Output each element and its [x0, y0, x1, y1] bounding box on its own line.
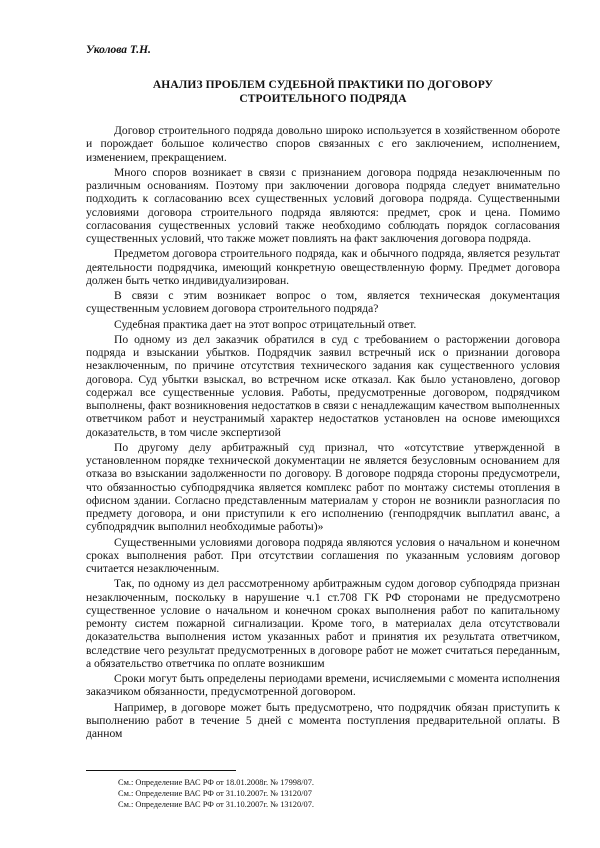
paragraph: Так, по одному из дел рассмотренному арбитражным судом договор субподряда признан незаключенным, поскольку в нарушение ч.1 ст.708 ГК РФ сторонами не предусмотрено существенное условие о начальном и конечном сроках выполнения работ по капитальному ремонту систем пожарной сигнализации. Кроме того, в материалах дела отсутствовали доказательства выполнения истом указанных работ и принятия их результата ответчиком, вследствие чего результат предусмотренных в договоре работ не может считаться переданным, а обязательство ответчика по оплате возникшим [86, 577, 560, 670]
paragraph: Договор строительного подряда довольно широко используется в хозяйственном обороте и порождает большое количество споров связанных с его заключением, исполнением, изменением, прекращением. [86, 124, 560, 164]
paragraph: Существенными условиями договора подряда являются условия о начальном и конечном сроках выполнения работ. При отсутствии соглашения по указанным условиям договор считается незаключенным. [86, 535, 560, 575]
article-body [86, 124, 560, 740]
article-title [86, 78, 560, 106]
footnote-divider [86, 770, 236, 771]
title-line: СТРОИТЕЛЬНОГО ПОДРЯДА [239, 93, 407, 105]
paragraph: Сроки могут быть определены периодами времени, исчисляемыми с момента исполнения заказчиком обязанности, предусмотренной договором. [86, 672, 560, 699]
paragraph: По другому делу арбитражный суд признал, что «отсутствие утвержденной в установленном порядке технической документации не является безусловным основанием для отказа во взыскании задолженности по договору. В договоре подряда стороны предусмотрели, что обязанностью субподрядчика является комплекс работ по монтажу системы отопления в офисном здании. Согласно представленным материалам у сторон не возникли разногласия по предмету договора, и они приступили к его исполнению (генподрядчик выплатил аванс, а субподрядчик выполнил необходимые работы)» [86, 440, 560, 534]
footnotes [86, 770, 560, 810]
paragraph: По одному из дел заказчик обратился в суд с требованием о расторжении договора подряда и взыскании убытков. Подрядчик заявил встречный иск о признании договора незаключенным, по причине отсутствия технического задания как существенного условия договора. Суд убытки взыскал, во встречном иске отказал. Как было установлено, договор содержал все существенные условия. Работы, предусмотренные договором, подрядчиком выполнены, факт возникновения недостатков в связи с ненадлежащим качеством выполненных ответчиком работ и неустранимый характер недостатков установлен на основе имеющихся доказательств, в том числе экспертизой [86, 332, 560, 439]
paragraph: Например, в договоре может быть предусмотрено, что подрядчик обязан приступить к выполнению работ в течение 5 дней с момента поступления предварительной оплаты. В данном [86, 700, 560, 740]
paragraph: Много споров возникает в связи с признанием договора подряда незаключенным по различным основаниям. Поэтому при заключении договора подряда следует внимательно подходить к согласованию всех существенных условий договора подряда. Существенными условиями договора строительного подряда являются: предмет, срок и цена. Помимо согласования существенных условий также необходимо соблюдать порядок согласования существенных условий, что также может повлиять на факт заключения договора подряда. [86, 165, 560, 245]
paragraph: В связи с этим возникает вопрос о том, является техническая документация существенным условием договора строительного подряда? [86, 289, 560, 316]
author-name: Уколова Т.Н. [86, 44, 151, 56]
paragraph: Судебная практика дает на этот вопрос отрицательный ответ. [114, 317, 417, 331]
document-page [86, 44, 560, 742]
footnote: См.: Определение ВАС РФ от 31.10.2007г. № 13120/07 [118, 789, 312, 798]
title-line: АНАЛИЗ ПРОБЛЕМ СУДЕБНОЙ ПРАКТИКИ ПО ДОГОВОРУ [152, 79, 494, 91]
footnote: См.: Определение ВАС РФ от 18.01.2008г. № 17998/07. [118, 778, 314, 787]
footnote: См.: Определение ВАС РФ от 31.10.2007г. № 13120/07. [118, 800, 314, 809]
paragraph: Предметом договора строительного подряда, как и обычного подряда, является результат деятельности подрядчика, имеющий конкретную овеществленную форму. Предмет договора должен быть четко индивидуализирован. [86, 247, 560, 287]
